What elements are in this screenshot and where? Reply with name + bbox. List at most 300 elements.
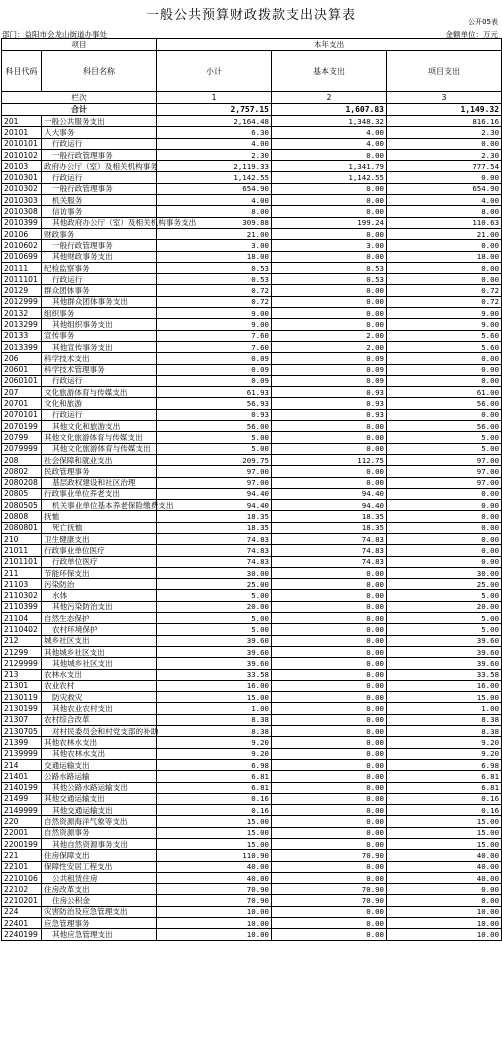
row-project: 0.00 bbox=[387, 545, 502, 556]
row-project: 654.90 bbox=[387, 183, 502, 194]
table-row bbox=[2, 714, 502, 725]
row-name: 其他农林水支出 bbox=[42, 748, 157, 759]
row-code: 2130705 bbox=[2, 726, 42, 737]
header-col2: 2 bbox=[272, 92, 387, 104]
row-project: 30.00 bbox=[387, 567, 502, 578]
row-subtotal: 16.00 bbox=[157, 680, 272, 691]
total-project: 1,149.32 bbox=[387, 104, 502, 116]
table-row bbox=[2, 228, 502, 239]
row-name: 其他农业农村支出 bbox=[42, 703, 157, 714]
row-basic: 0.00 bbox=[272, 748, 387, 759]
row-subtotal: 209.75 bbox=[157, 454, 272, 465]
row-basic: 0.00 bbox=[272, 228, 387, 239]
table-row bbox=[2, 511, 502, 522]
table-row bbox=[2, 375, 502, 386]
row-code: 21499 bbox=[2, 793, 42, 804]
row-basic: 0.00 bbox=[272, 816, 387, 827]
row-project: 15.00 bbox=[387, 839, 502, 850]
table-row bbox=[2, 635, 502, 646]
row-project: 20.00 bbox=[387, 601, 502, 612]
row-subtotal: 0.53 bbox=[157, 274, 272, 285]
row-name: 其他污染防治支出 bbox=[42, 601, 157, 612]
table-row bbox=[2, 217, 502, 228]
row-code: 2149999 bbox=[2, 805, 42, 816]
table-row bbox=[2, 183, 502, 194]
row-project: 5.60 bbox=[387, 330, 502, 341]
row-name: 应急管理事务 bbox=[42, 918, 157, 929]
row-subtotal: 6.30 bbox=[157, 127, 272, 138]
row-code: 2140199 bbox=[2, 782, 42, 793]
row-name: 灾害防治及应急管理支出 bbox=[42, 906, 157, 917]
row-project: 9.00 bbox=[387, 319, 502, 330]
row-basic: 0.00 bbox=[272, 149, 387, 160]
row-subtotal: 5.00 bbox=[157, 443, 272, 454]
row-name: 节能环保支出 bbox=[42, 567, 157, 578]
row-subtotal: 5.00 bbox=[157, 432, 272, 443]
row-code: 220 bbox=[2, 816, 42, 827]
row-code: 21307 bbox=[2, 714, 42, 725]
table-row bbox=[2, 601, 502, 612]
row-name: 一般公共服务支出 bbox=[42, 116, 157, 127]
table-row bbox=[2, 579, 502, 590]
row-basic: 0.00 bbox=[272, 613, 387, 624]
table-row bbox=[2, 816, 502, 827]
row-subtotal: 39.60 bbox=[157, 658, 272, 669]
table-row bbox=[2, 477, 502, 488]
row-code: 2210201 bbox=[2, 895, 42, 906]
row-code: 213 bbox=[2, 669, 42, 680]
table-row bbox=[2, 443, 502, 454]
row-project: 10.00 bbox=[387, 906, 502, 917]
row-basic: 0.00 bbox=[272, 737, 387, 748]
row-subtotal: 9.00 bbox=[157, 319, 272, 330]
row-project: 6.98 bbox=[387, 759, 502, 770]
table-row bbox=[2, 624, 502, 635]
row-project: 9.20 bbox=[387, 748, 502, 759]
row-basic: 0.00 bbox=[272, 579, 387, 590]
table-row bbox=[2, 590, 502, 601]
row-project: 0.00 bbox=[387, 511, 502, 522]
row-name: 农村环境保护 bbox=[42, 624, 157, 635]
row-basic: 0.00 bbox=[272, 872, 387, 883]
row-basic: 0.00 bbox=[272, 669, 387, 680]
row-project: 5.00 bbox=[387, 590, 502, 601]
table-row bbox=[2, 737, 502, 748]
row-project: 21.00 bbox=[387, 228, 502, 239]
row-name: 交通运输支出 bbox=[42, 759, 157, 770]
table-row bbox=[2, 172, 502, 183]
row-project: 39.60 bbox=[387, 658, 502, 669]
table-row bbox=[2, 161, 502, 172]
row-project: 40.00 bbox=[387, 850, 502, 861]
row-subtotal: 4.00 bbox=[157, 138, 272, 149]
row-subtotal: 74.83 bbox=[157, 533, 272, 544]
row-name: 行政单位医疗 bbox=[42, 556, 157, 567]
row-project: 0.72 bbox=[387, 296, 502, 307]
row-name: 组织事务 bbox=[42, 308, 157, 319]
row-basic: 0.00 bbox=[272, 206, 387, 217]
row-code: 20129 bbox=[2, 285, 42, 296]
row-name: 一般行政管理事务 bbox=[42, 183, 157, 194]
row-basic: 0.00 bbox=[272, 251, 387, 262]
table-row bbox=[2, 726, 502, 737]
row-basic: 0.00 bbox=[272, 285, 387, 296]
row-project: 15.00 bbox=[387, 827, 502, 838]
row-code: 21011 bbox=[2, 545, 42, 556]
row-name: 污染防治 bbox=[42, 579, 157, 590]
table-row bbox=[2, 341, 502, 352]
row-code: 2139999 bbox=[2, 748, 42, 759]
row-basic: 2.00 bbox=[272, 330, 387, 341]
table-row bbox=[2, 918, 502, 929]
row-basic: 1,348.32 bbox=[272, 116, 387, 127]
table-body bbox=[2, 116, 502, 941]
table-row bbox=[2, 692, 502, 703]
row-basic: 0.93 bbox=[272, 409, 387, 420]
row-subtotal: 10.00 bbox=[157, 906, 272, 917]
table-row bbox=[2, 488, 502, 499]
row-subtotal: 9.20 bbox=[157, 737, 272, 748]
row-subtotal: 61.93 bbox=[157, 387, 272, 398]
row-name: 其他宣传事务支出 bbox=[42, 341, 157, 352]
row-subtotal: 40.00 bbox=[157, 861, 272, 872]
row-basic: 4.00 bbox=[272, 127, 387, 138]
table-row bbox=[2, 364, 502, 375]
table-row bbox=[2, 839, 502, 850]
row-basic: 0.00 bbox=[272, 567, 387, 578]
row-basic: 0.00 bbox=[272, 680, 387, 691]
row-code: 21301 bbox=[2, 680, 42, 691]
header-col1: 1 bbox=[157, 92, 272, 104]
row-project: 0.00 bbox=[387, 364, 502, 375]
row-code: 2080801 bbox=[2, 522, 42, 533]
row-subtotal: 1,142.55 bbox=[157, 172, 272, 183]
header-code: 科目代码 bbox=[2, 51, 42, 92]
row-code: 21399 bbox=[2, 737, 42, 748]
row-project: 40.00 bbox=[387, 861, 502, 872]
row-name: 其他城乡社区支出 bbox=[42, 646, 157, 657]
table-row bbox=[2, 805, 502, 816]
row-basic: 0.00 bbox=[272, 590, 387, 601]
table-row bbox=[2, 353, 502, 364]
row-code: 20103 bbox=[2, 161, 42, 172]
row-name: 宣传事务 bbox=[42, 330, 157, 341]
expenditure-table bbox=[1, 38, 502, 941]
table-row bbox=[2, 330, 502, 341]
row-basic: 0.00 bbox=[272, 646, 387, 657]
row-project: 15.00 bbox=[387, 816, 502, 827]
row-code: 2012999 bbox=[2, 296, 42, 307]
row-name: 行政运行 bbox=[42, 409, 157, 420]
row-basic: 0.00 bbox=[272, 759, 387, 770]
row-name: 其他财政事务支出 bbox=[42, 251, 157, 262]
row-name: 其他文化和旅游支出 bbox=[42, 421, 157, 432]
row-name: 民政管理事务 bbox=[42, 466, 157, 477]
table-row bbox=[2, 793, 502, 804]
row-project: 0.00 bbox=[387, 522, 502, 533]
row-project: 56.00 bbox=[387, 421, 502, 432]
row-project: 777.54 bbox=[387, 161, 502, 172]
row-name: 公路水路运输 bbox=[42, 771, 157, 782]
row-subtotal: 7.60 bbox=[157, 330, 272, 341]
row-subtotal: 39.60 bbox=[157, 635, 272, 646]
row-project: 15.00 bbox=[387, 692, 502, 703]
table-row bbox=[2, 432, 502, 443]
row-basic: 0.00 bbox=[272, 805, 387, 816]
form-code: 公开05表 bbox=[468, 18, 498, 26]
table-row bbox=[2, 748, 502, 759]
row-code: 20106 bbox=[2, 228, 42, 239]
row-subtotal: 15.00 bbox=[157, 692, 272, 703]
table-row bbox=[2, 138, 502, 149]
row-project: 97.00 bbox=[387, 477, 502, 488]
row-name: 其他群众团体事务支出 bbox=[42, 296, 157, 307]
row-code: 2010399 bbox=[2, 217, 42, 228]
row-basic: 0.00 bbox=[272, 308, 387, 319]
row-subtotal: 110.90 bbox=[157, 850, 272, 861]
row-project: 0.00 bbox=[387, 895, 502, 906]
row-basic: 74.83 bbox=[272, 545, 387, 556]
row-subtotal: 94.40 bbox=[157, 500, 272, 511]
table-row bbox=[2, 533, 502, 544]
row-code: 2110402 bbox=[2, 624, 42, 635]
row-code: 2110302 bbox=[2, 590, 42, 601]
table-row bbox=[2, 556, 502, 567]
row-subtotal: 0.16 bbox=[157, 793, 272, 804]
row-project: 110.63 bbox=[387, 217, 502, 228]
row-basic: 0.00 bbox=[272, 703, 387, 714]
row-basic: 0.00 bbox=[272, 601, 387, 612]
row-name: 其他应急管理支出 bbox=[42, 929, 157, 940]
row-subtotal: 6.81 bbox=[157, 782, 272, 793]
row-basic: 0.09 bbox=[272, 353, 387, 364]
row-code: 20802 bbox=[2, 466, 42, 477]
row-code: 20132 bbox=[2, 308, 42, 319]
row-project: 97.00 bbox=[387, 466, 502, 477]
row-subtotal: 30.00 bbox=[157, 567, 272, 578]
row-name: 政府办公厅（室）及相关机构事务 bbox=[42, 161, 157, 172]
header-column: 栏次 bbox=[2, 92, 157, 104]
row-project: 40.00 bbox=[387, 872, 502, 883]
row-subtotal: 74.83 bbox=[157, 556, 272, 567]
row-code: 21104 bbox=[2, 613, 42, 624]
row-subtotal: 15.00 bbox=[157, 816, 272, 827]
row-code: 2240199 bbox=[2, 929, 42, 940]
row-subtotal: 74.83 bbox=[157, 545, 272, 556]
row-subtotal: 0.72 bbox=[157, 285, 272, 296]
row-name: 行政运行 bbox=[42, 274, 157, 285]
header-col3: 3 bbox=[387, 92, 502, 104]
row-code: 2080505 bbox=[2, 500, 42, 511]
row-basic: 2.00 bbox=[272, 341, 387, 352]
row-code: 2010308 bbox=[2, 206, 42, 217]
row-name: 其他交通运输支出 bbox=[42, 805, 157, 816]
row-project: 25.00 bbox=[387, 579, 502, 590]
table-row bbox=[2, 319, 502, 330]
row-basic: 0.00 bbox=[272, 421, 387, 432]
header-subtotal: 小计 bbox=[157, 51, 272, 92]
row-subtotal: 20.00 bbox=[157, 601, 272, 612]
row-code: 2079999 bbox=[2, 443, 42, 454]
row-subtotal: 39.60 bbox=[157, 646, 272, 657]
table-row bbox=[2, 884, 502, 895]
row-subtotal: 0.16 bbox=[157, 805, 272, 816]
row-subtotal: 8.38 bbox=[157, 726, 272, 737]
row-project: 0.00 bbox=[387, 884, 502, 895]
header-name: 科目名称 bbox=[42, 51, 157, 92]
row-name: 其他自然资源事务支出 bbox=[42, 839, 157, 850]
row-subtotal: 8.00 bbox=[157, 206, 272, 217]
report-title: 一般公共预算财政拨款支出决算表 bbox=[145, 8, 356, 23]
row-project: 2.30 bbox=[387, 127, 502, 138]
row-project: 0.72 bbox=[387, 285, 502, 296]
row-project: 10.00 bbox=[387, 929, 502, 940]
row-basic: 94.40 bbox=[272, 488, 387, 499]
row-subtotal: 97.00 bbox=[157, 477, 272, 488]
table-row bbox=[2, 861, 502, 872]
row-name: 一般行政管理事务 bbox=[42, 240, 157, 251]
row-subtotal: 309.88 bbox=[157, 217, 272, 228]
row-project: 0.00 bbox=[387, 240, 502, 251]
row-project: 56.00 bbox=[387, 398, 502, 409]
table-row bbox=[2, 771, 502, 782]
row-basic: 199.24 bbox=[272, 217, 387, 228]
row-code: 20805 bbox=[2, 488, 42, 499]
row-project: 97.00 bbox=[387, 454, 502, 465]
row-subtotal: 25.00 bbox=[157, 579, 272, 590]
row-project: 0.00 bbox=[387, 172, 502, 183]
table-row bbox=[2, 127, 502, 138]
row-code: 2013399 bbox=[2, 341, 42, 352]
row-name: 基层政权建设和社区治理 bbox=[42, 477, 157, 488]
department-label: 部门：益阳市会龙山街道办事处 bbox=[2, 30, 107, 39]
row-basic: 0.93 bbox=[272, 398, 387, 409]
row-project: 8.38 bbox=[387, 726, 502, 737]
header-project: 项目支出 bbox=[387, 51, 502, 92]
row-basic: 112.75 bbox=[272, 454, 387, 465]
row-project: 18.00 bbox=[387, 251, 502, 262]
row-basic: 0.00 bbox=[272, 861, 387, 872]
row-project: 1.00 bbox=[387, 703, 502, 714]
row-subtotal: 9.20 bbox=[157, 748, 272, 759]
row-code: 2010699 bbox=[2, 251, 42, 262]
table-row bbox=[2, 398, 502, 409]
row-code: 201 bbox=[2, 116, 42, 127]
row-project: 8.00 bbox=[387, 206, 502, 217]
row-name: 人大事务 bbox=[42, 127, 157, 138]
row-basic: 0.09 bbox=[272, 375, 387, 386]
table-row bbox=[2, 409, 502, 420]
row-basic: 0.09 bbox=[272, 364, 387, 375]
row-basic: 0.00 bbox=[272, 466, 387, 477]
row-name: 文化和旅游 bbox=[42, 398, 157, 409]
row-basic: 0.00 bbox=[272, 771, 387, 782]
row-project: 4.00 bbox=[387, 195, 502, 206]
row-project: 0.00 bbox=[387, 409, 502, 420]
row-basic: 0.00 bbox=[272, 443, 387, 454]
row-basic: 0.00 bbox=[272, 635, 387, 646]
row-code: 212 bbox=[2, 635, 42, 646]
row-basic: 0.00 bbox=[272, 906, 387, 917]
row-subtotal: 18.35 bbox=[157, 511, 272, 522]
row-name: 行政事业单位养老支出 bbox=[42, 488, 157, 499]
row-name: 文化旅游体育与传媒支出 bbox=[42, 387, 157, 398]
row-code: 2070199 bbox=[2, 421, 42, 432]
row-subtotal: 654.90 bbox=[157, 183, 272, 194]
table-row bbox=[2, 251, 502, 262]
row-basic: 70.90 bbox=[272, 850, 387, 861]
table-row bbox=[2, 906, 502, 917]
row-name: 信访事务 bbox=[42, 206, 157, 217]
row-subtotal: 0.72 bbox=[157, 296, 272, 307]
row-name: 水体 bbox=[42, 590, 157, 601]
row-code: 22001 bbox=[2, 827, 42, 838]
row-basic: 0.00 bbox=[272, 477, 387, 488]
row-project: 0.00 bbox=[387, 138, 502, 149]
row-project: 10.00 bbox=[387, 918, 502, 929]
table-row bbox=[2, 782, 502, 793]
row-code: 2010301 bbox=[2, 172, 42, 183]
row-subtotal: 2.30 bbox=[157, 149, 272, 160]
row-basic: 18.35 bbox=[272, 511, 387, 522]
row-basic: 70.90 bbox=[272, 895, 387, 906]
row-code: 2010102 bbox=[2, 149, 42, 160]
row-project: 816.16 bbox=[387, 116, 502, 127]
row-project: 33.58 bbox=[387, 669, 502, 680]
row-project: 39.60 bbox=[387, 646, 502, 657]
table-row bbox=[2, 387, 502, 398]
row-code: 2060101 bbox=[2, 375, 42, 386]
table-row bbox=[2, 827, 502, 838]
total-label: 合计 bbox=[2, 104, 157, 116]
row-code: 21401 bbox=[2, 771, 42, 782]
row-name: 农业农村 bbox=[42, 680, 157, 691]
row-name: 公共租赁住房 bbox=[42, 872, 157, 883]
row-basic: 0.00 bbox=[272, 624, 387, 635]
total-subtotal: 2,757.15 bbox=[157, 104, 272, 116]
row-code: 20101 bbox=[2, 127, 42, 138]
row-code: 211 bbox=[2, 567, 42, 578]
row-subtotal: 56.93 bbox=[157, 398, 272, 409]
row-code: 2101101 bbox=[2, 556, 42, 567]
table-row bbox=[2, 500, 502, 511]
row-name: 保障性安居工程支出 bbox=[42, 861, 157, 872]
row-code: 21103 bbox=[2, 579, 42, 590]
row-subtotal: 33.58 bbox=[157, 669, 272, 680]
row-name: 卫生健康支出 bbox=[42, 533, 157, 544]
row-name: 财政事务 bbox=[42, 228, 157, 239]
row-basic: 0.00 bbox=[272, 692, 387, 703]
table-row bbox=[2, 116, 502, 127]
row-project: 9.00 bbox=[387, 308, 502, 319]
row-code: 2070101 bbox=[2, 409, 42, 420]
row-name: 农林水支出 bbox=[42, 669, 157, 680]
total-basic: 1,607.83 bbox=[272, 104, 387, 116]
row-subtotal: 21.00 bbox=[157, 228, 272, 239]
row-name: 对村民委员会和村党支部的补助 bbox=[42, 726, 157, 737]
row-basic: 18.35 bbox=[272, 522, 387, 533]
row-basic: 0.53 bbox=[272, 274, 387, 285]
row-basic: 0.00 bbox=[272, 793, 387, 804]
row-basic: 0.00 bbox=[272, 432, 387, 443]
row-name: 行政运行 bbox=[42, 172, 157, 183]
row-subtotal: 0.09 bbox=[157, 364, 272, 375]
row-subtotal: 4.00 bbox=[157, 195, 272, 206]
row-project: 6.81 bbox=[387, 782, 502, 793]
row-name: 其他农林水支出 bbox=[42, 737, 157, 748]
row-code: 20601 bbox=[2, 364, 42, 375]
row-subtotal: 97.00 bbox=[157, 466, 272, 477]
